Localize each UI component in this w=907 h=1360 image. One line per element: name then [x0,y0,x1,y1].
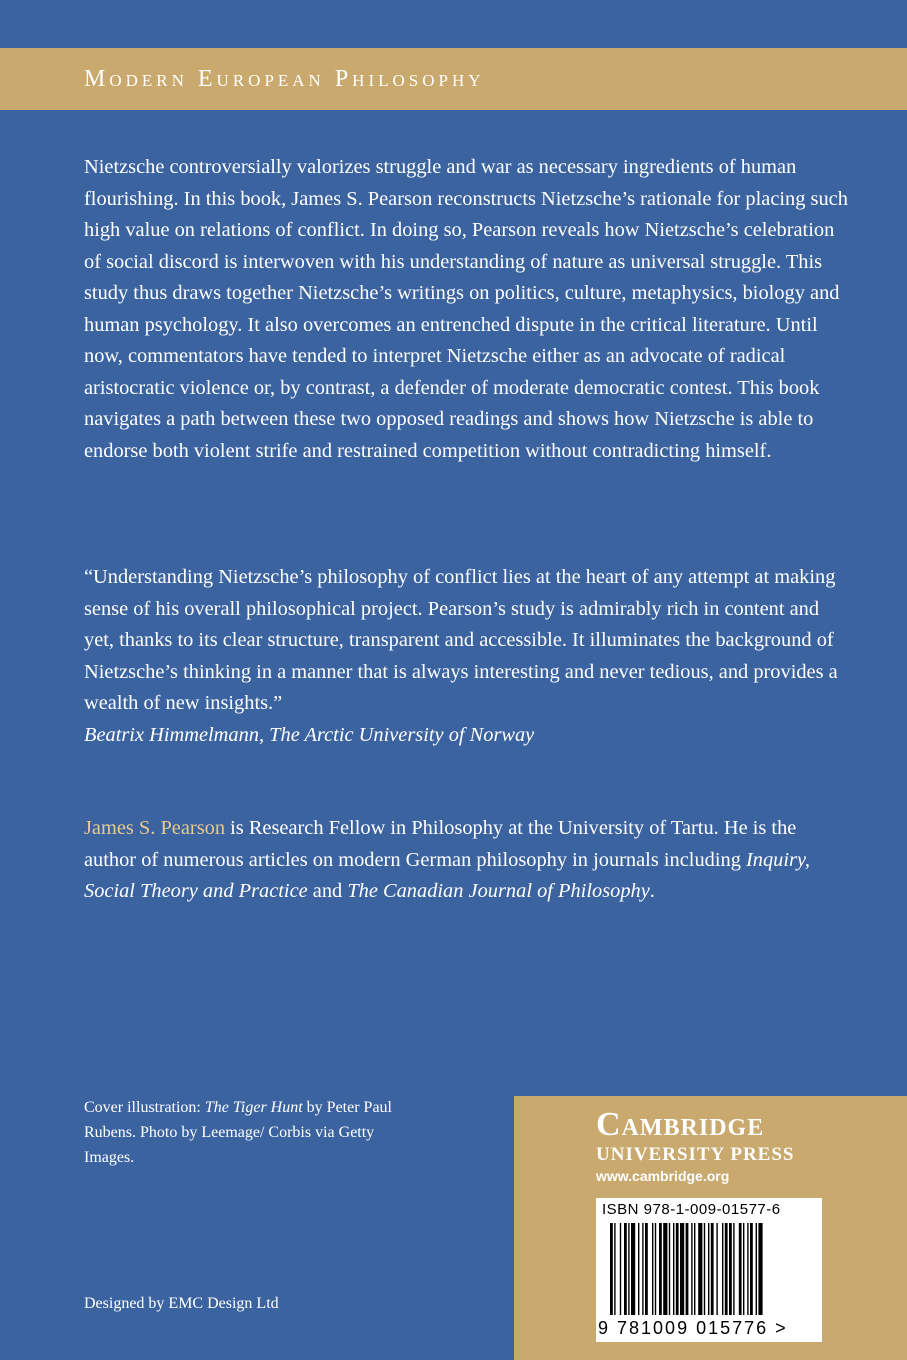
bio-text-2: and [307,880,348,902]
barcode-bars [606,1223,812,1318]
barcode-bar [642,1223,643,1315]
barcode-bar [739,1223,742,1315]
barcode-bar [631,1223,635,1315]
publisher-url: www.cambridge.org [596,1168,730,1184]
barcode-bar [756,1223,757,1315]
barcode-bar [638,1223,639,1315]
barcode-bar [628,1223,629,1315]
series-banner [0,48,907,110]
designer-credit: Designed by EMC Design Ltd [84,1295,279,1312]
barcode-bar [624,1223,627,1315]
isbn-barcode [596,1198,822,1342]
barcode-bar [663,1223,667,1315]
barcode-bar [680,1223,684,1315]
credit-prefix: Cover illustration: [84,1099,205,1116]
barcode-bar [750,1223,753,1315]
barcode-bar [673,1223,674,1315]
barcode-bar [652,1223,653,1315]
barcode-bar [669,1223,670,1315]
barcode-bar [733,1223,734,1315]
book-description: Nietzsche controversially valorizes struggle and war as necessary ingredients of human flourishing. In this book, James S. Pearson reconstructs Nietzsche’s rationale for placing such high value on relations of conflict. In doing so, Pearson reveals how Nietzsche’s celebration of social discord is interwoven with his understanding of nature as universal struggle. This study thus draws together Nietzsche’s writings on politics, culture, metaphysics, biology and human psychology. It also overcomes an entrenched dispute in the critical literature. Until now, commentators have tended to interpret Nietzsche either as an advocate of radical aristocratic violence or, by contrast, a defender of moderate democratic contest. This book navigates a path between these two opposed readings and shows how Nietzsche is able to endorse both violent strife and restrained competition without contradicting himself. [84,156,848,462]
publisher-name: Cambridge [596,1106,765,1143]
barcode-bar [686,1223,689,1315]
barcode-bar [691,1223,692,1315]
cover-credit [84,1095,414,1170]
barcode-bar [743,1223,744,1315]
endorsement [84,562,849,751]
author-bio [84,813,849,908]
bio-text-3: . [649,880,655,902]
barcode-bar [698,1223,702,1315]
barcode-bar [655,1223,656,1315]
barcode-bar [708,1223,709,1315]
barcode-bar [722,1223,723,1315]
barcode-bar [758,1223,762,1315]
bio-journals-1: Inquiry, Social Theory and Practice [84,848,810,902]
isbn-label: ISBN 978-1-009-01577-6 [602,1201,781,1218]
barcode-bar [729,1223,732,1315]
endorsement-attribution: Beatrix Himmelmann, The Arctic University of Norway [84,723,535,746]
barcode-bar [747,1223,748,1315]
barcode-bar [716,1223,717,1315]
bio-text-1: is Research Fellow in Philosophy at the University of Tartu. He is the author of numerous articles on modern German philosophy in journals including [84,817,797,871]
endorsement-quote: “Understanding Nietzsche’s philosophy of conflict lies at the heart of any attempt at making sense of his overall philosophical project. Pearson’s study is admirably rich in content and yet, thanks to its clear structure, transparent and accessible. It illuminates the background of Nietzsche’s thinking in a manner that is always interesting and never tedious, and provides a wealth of new insights.” [84,566,838,714]
isbn-digits: 9 781009 015776 > [598,1318,788,1338]
barcode-bar [704,1223,705,1315]
credit-artwork: The Tiger Hunt [204,1099,303,1116]
credit-suffix: by Peter Paul Rubens. Photo by Leemage/ Corbis via Getty Images. [84,1099,392,1166]
barcode-bar [645,1223,648,1315]
publisher-subtitle: UNIVERSITY PRESS [596,1144,795,1165]
barcode-bar [659,1223,662,1315]
author-name: James S. Pearson [84,817,226,839]
barcode-bar [725,1223,728,1315]
publisher-block [514,1096,907,1360]
barcode-bar [711,1223,714,1315]
bio-journals-2: The Canadian Journal of Philosophy [347,880,650,902]
series-title: Modern European Philosophy [84,66,485,92]
barcode-bar [620,1223,621,1315]
barcode-bar [614,1223,615,1315]
barcode-bar [694,1223,695,1315]
barcode-bar [610,1223,613,1315]
barcode-bar [676,1223,679,1315]
